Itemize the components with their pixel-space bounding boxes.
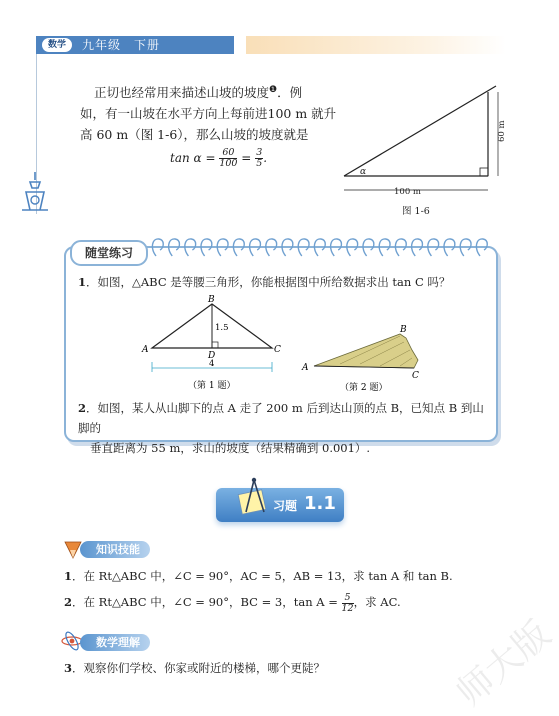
section-knowledge-skills: 知识技能 [80, 541, 150, 558]
intro-paragraph [80, 80, 344, 145]
spiral-ring [152, 239, 163, 256]
base-value: 4 [209, 359, 215, 369]
exercise-1 [64, 566, 504, 586]
spiral-ring [412, 239, 423, 256]
e2-number: 2 [64, 595, 73, 609]
slope-line [344, 86, 496, 176]
label-d: D [208, 351, 216, 361]
spiral-ring [314, 239, 325, 256]
figure-caption: 图 1-6 [402, 206, 430, 217]
spiral-ring [282, 239, 293, 256]
exercise-label: 习题 [273, 499, 298, 513]
spiral-ring [266, 239, 277, 256]
book-title: 九年级 下册 [82, 38, 161, 52]
spiral-ring [169, 239, 180, 256]
e1-number: 1 [64, 569, 73, 583]
spiral-ring [347, 239, 358, 256]
frac1-numerator: 60 [219, 148, 237, 159]
height-label: 60 m [497, 120, 507, 142]
spiral-ring [331, 239, 342, 256]
label-a: A [142, 345, 149, 355]
section-math-understanding: 数学理解 [80, 634, 150, 651]
label-b: B [400, 325, 407, 335]
e2-frac-denominator: 12 [341, 602, 354, 614]
e2-text-a: ．在 Rt△ABC 中，∠C = 90°，BC = 3，tan A = [72, 595, 338, 609]
spiral-ring [460, 239, 471, 256]
frac2-numerator: 3 [256, 147, 263, 158]
exercise-3 [64, 658, 504, 678]
watermark: 师大版 [449, 613, 559, 715]
header-gradient-strip [246, 36, 506, 54]
height-value: 1.5 [215, 323, 229, 333]
frac2-denominator: 5 [256, 158, 263, 169]
tower-icon [18, 170, 52, 214]
label-c: C [412, 371, 419, 381]
fig2-caption: （第 2 题） [340, 383, 388, 393]
spiral-ring [428, 239, 439, 256]
e2-frac-numerator: 5 [342, 593, 354, 604]
frac1-denominator: 100 [219, 158, 238, 169]
formula-end: . [263, 151, 268, 165]
formula-eq: = [241, 151, 252, 165]
compass-icon [236, 476, 272, 520]
base-label: 100 m [394, 187, 421, 197]
e1-text: ．在 Rt△ABC 中，∠C = 90°，AC = 5，AB = 13，求 tan A 和 tan B. [72, 569, 453, 583]
spiral-ring [298, 239, 309, 256]
q2-number: 2 [78, 401, 87, 415]
spiral-ring [444, 239, 455, 256]
intro-line3: 高 60 m（图 1-6），那么山坡的坡度就是 [80, 127, 309, 143]
spiral-ring [201, 239, 212, 256]
label-b: B [208, 295, 215, 305]
spiral-ring [379, 239, 390, 256]
q2-line2: 垂直距离为 55 m，求山的坡度（结果精确到 0.001）. [90, 441, 371, 455]
q2-line1: ．如图，某人从山脚下的点 A 走了 200 m 后到达山顶的点 B，已知点 B 到山脚的 [78, 401, 484, 435]
label-c: C [274, 345, 281, 355]
exercise-number: 1.1 [304, 493, 336, 514]
mountain-shape [314, 334, 418, 368]
slope-formula [170, 148, 267, 169]
right-angle-mark [212, 342, 218, 348]
spiral-ring [217, 239, 228, 256]
right-angle-mark [480, 168, 488, 176]
label-a: A [302, 363, 309, 373]
e3-text: ．观察你们学校、你家或附近的楼梯，哪个更陡？ [72, 661, 326, 675]
practice-q1 [78, 272, 488, 292]
e2-text-b: ，求 AC. [353, 595, 401, 609]
intro-line1: 正切也经常用来描述山坡的坡度 [94, 85, 270, 101]
spiral-ring [185, 239, 196, 256]
spiral-ring [476, 239, 487, 256]
spiral-ring [395, 239, 406, 256]
spiral-binding [150, 236, 495, 258]
spiral-ring [363, 239, 374, 256]
formula-lhs: tan α = [170, 151, 216, 165]
q1-number: 1 [78, 275, 87, 289]
exercise-2 [64, 592, 504, 614]
practice-figure-2 [300, 320, 430, 394]
intro-line1-end: ．例 [277, 85, 303, 101]
fig1-caption: （第 1 题） [188, 381, 236, 391]
practice-q2 [78, 398, 488, 458]
footnote-mark: ❶ [269, 85, 278, 95]
q1-text: ．如图，△ABC 是等腰三角形，你能根据图中所给数据求出 tan C 吗？ [86, 275, 451, 289]
figure-1-6 [330, 80, 510, 220]
angle-label: α [360, 167, 367, 177]
subject-badge: 数学 [42, 38, 72, 52]
practice-figure-1 [140, 294, 290, 394]
practice-tag: 随堂练习 [70, 240, 148, 266]
e3-number: 3 [64, 661, 73, 675]
intro-line2: 如，有一山坡在水平方向上每前进100 m 就升 [80, 106, 337, 122]
spiral-ring [250, 239, 261, 256]
spiral-ring [233, 239, 244, 256]
